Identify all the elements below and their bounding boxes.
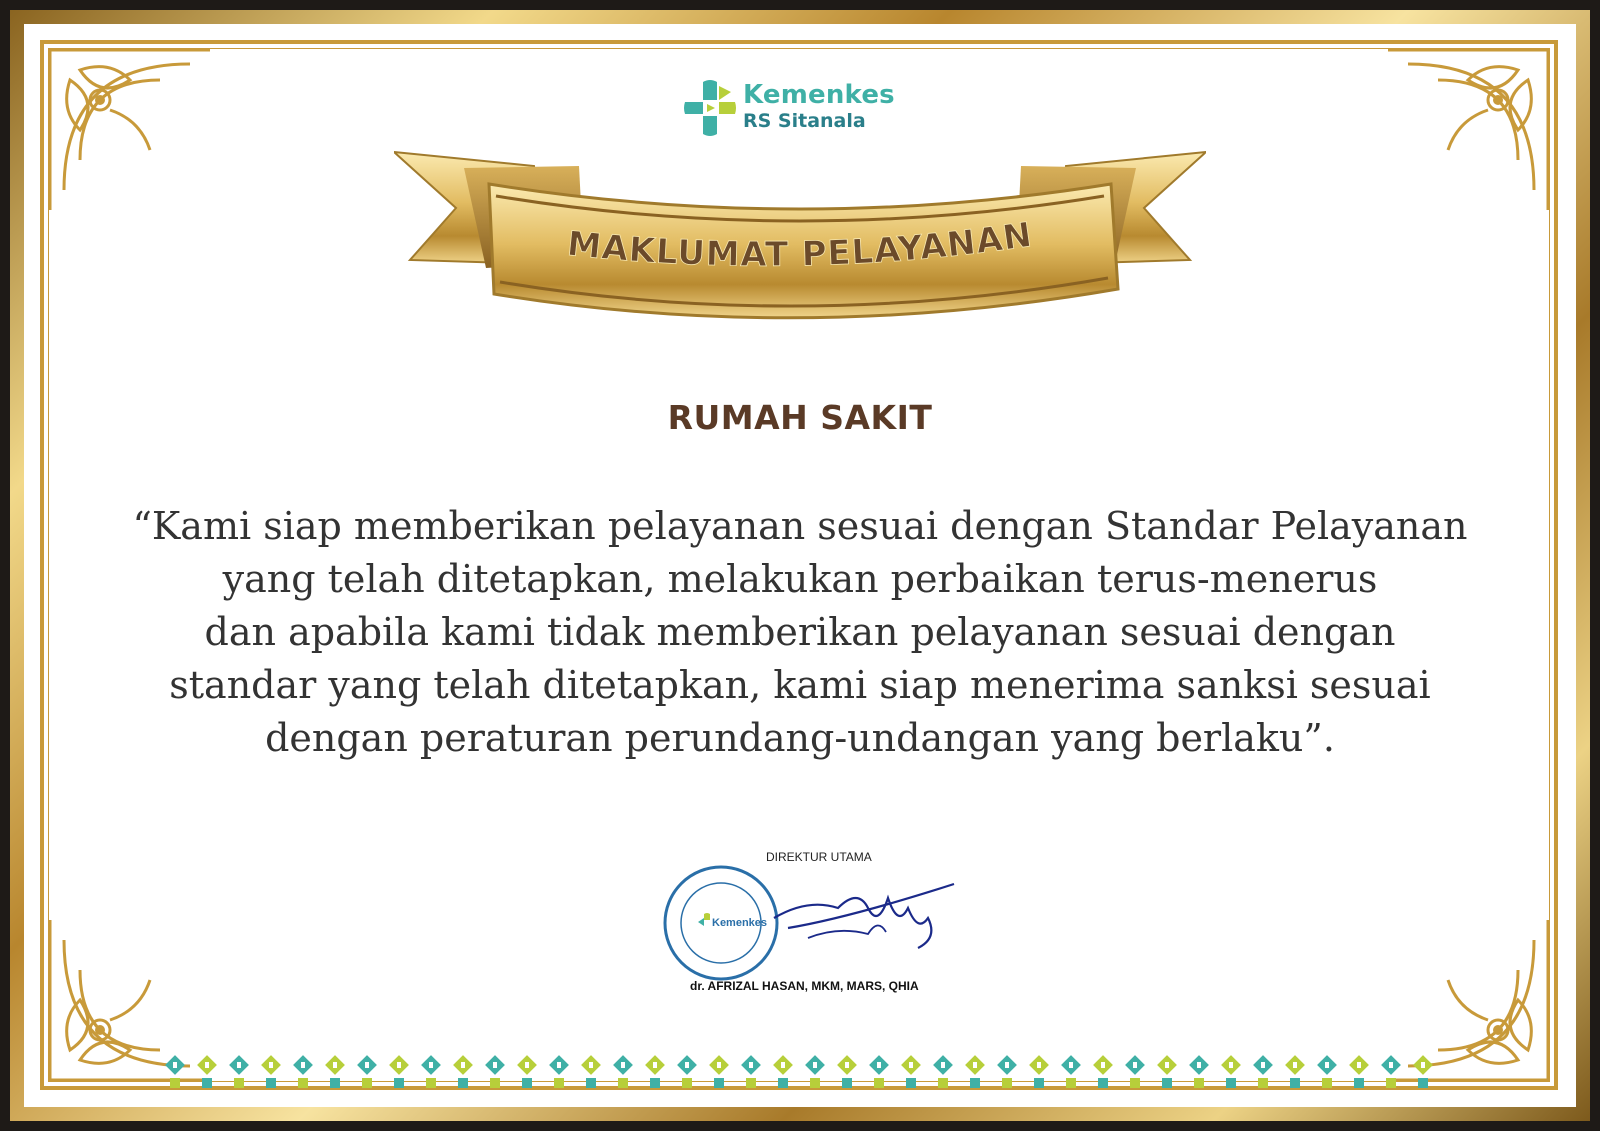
corner-ornament-top-right <box>1378 40 1558 220</box>
pattern-tile <box>965 1055 985 1088</box>
pattern-tile <box>1253 1055 1273 1088</box>
signatory-name: dr. AFRIZAL HASAN, MKM, MARS, QHIA <box>690 979 919 993</box>
statement-line: yang telah ditetapkan, melakukan perbaikan terus-menerus <box>222 557 1378 601</box>
pattern-tile <box>677 1055 697 1088</box>
pattern-tile <box>869 1055 889 1088</box>
kemenkes-logo-icon <box>683 78 737 138</box>
pattern-tile <box>1221 1055 1241 1088</box>
pattern-tile <box>261 1055 281 1088</box>
statement-line: dan apabila kami tidak memberikan pelayanan sesuai dengan <box>204 610 1396 654</box>
banner-title-text: MAKLUMAT PELAYANAN <box>565 214 1036 275</box>
pattern-tile <box>1029 1055 1049 1088</box>
pattern-tile <box>773 1055 793 1088</box>
logo-name: Kemenkes <box>743 80 895 110</box>
kemenkes-logo <box>683 78 923 138</box>
pattern-tile <box>389 1055 409 1088</box>
pattern-tile <box>1157 1055 1177 1088</box>
pattern-tile <box>1349 1055 1369 1088</box>
handwritten-signature <box>768 878 958 958</box>
heading-rumah-sakit: RUMAH SAKIT <box>667 398 933 437</box>
statement-line: dengan peraturan perundang-undangan yang berlaku”. <box>265 716 1335 760</box>
statement-line: “Kami siap memberikan pelayanan sesuai dengan Standar Pelayanan <box>132 504 1468 548</box>
pattern-tile <box>421 1055 441 1088</box>
pattern-tile <box>165 1055 185 1088</box>
bottom-decorative-pattern <box>160 1052 1440 1098</box>
pattern-tile <box>741 1055 761 1088</box>
logo-subtitle: RS Sitanala <box>743 110 866 132</box>
title-ribbon <box>394 144 1206 339</box>
pattern-tile <box>485 1055 505 1088</box>
pattern-tile <box>933 1055 953 1088</box>
pattern-tile <box>805 1055 825 1088</box>
pattern-tile <box>293 1055 313 1088</box>
pattern-tile <box>325 1055 345 1088</box>
statement-line: standar yang telah ditetapkan, kami siap menerima sanksi sesuai <box>169 663 1431 707</box>
pattern-tile <box>197 1055 217 1088</box>
corner-ornament-top-left <box>40 40 220 220</box>
pattern-tile <box>613 1055 633 1088</box>
pattern-tile <box>997 1055 1017 1088</box>
official-stamp <box>660 862 782 984</box>
pattern-tile <box>1381 1055 1401 1088</box>
pattern-tile <box>581 1055 601 1088</box>
pattern-tile <box>1189 1055 1209 1088</box>
pattern-tile <box>1413 1055 1433 1088</box>
pattern-tile <box>901 1055 921 1088</box>
pattern-tile <box>517 1055 537 1088</box>
pattern-tile <box>1061 1055 1081 1088</box>
pattern-tile <box>709 1055 729 1088</box>
pattern-tile <box>1125 1055 1145 1088</box>
pattern-tile <box>837 1055 857 1088</box>
pattern-tile <box>453 1055 473 1088</box>
pattern-tile <box>549 1055 569 1088</box>
pattern-tile <box>1285 1055 1305 1088</box>
pattern-tile <box>645 1055 665 1088</box>
signature-block <box>660 850 960 993</box>
signatory-title: DIREKTUR UTAMA <box>766 850 872 864</box>
pattern-tile <box>1093 1055 1113 1088</box>
pattern-tile <box>357 1055 377 1088</box>
pattern-tile <box>229 1055 249 1088</box>
stamp-inner-text: Kemenkes <box>712 917 768 929</box>
pattern-tile <box>1317 1055 1337 1088</box>
service-statement <box>80 500 1520 765</box>
